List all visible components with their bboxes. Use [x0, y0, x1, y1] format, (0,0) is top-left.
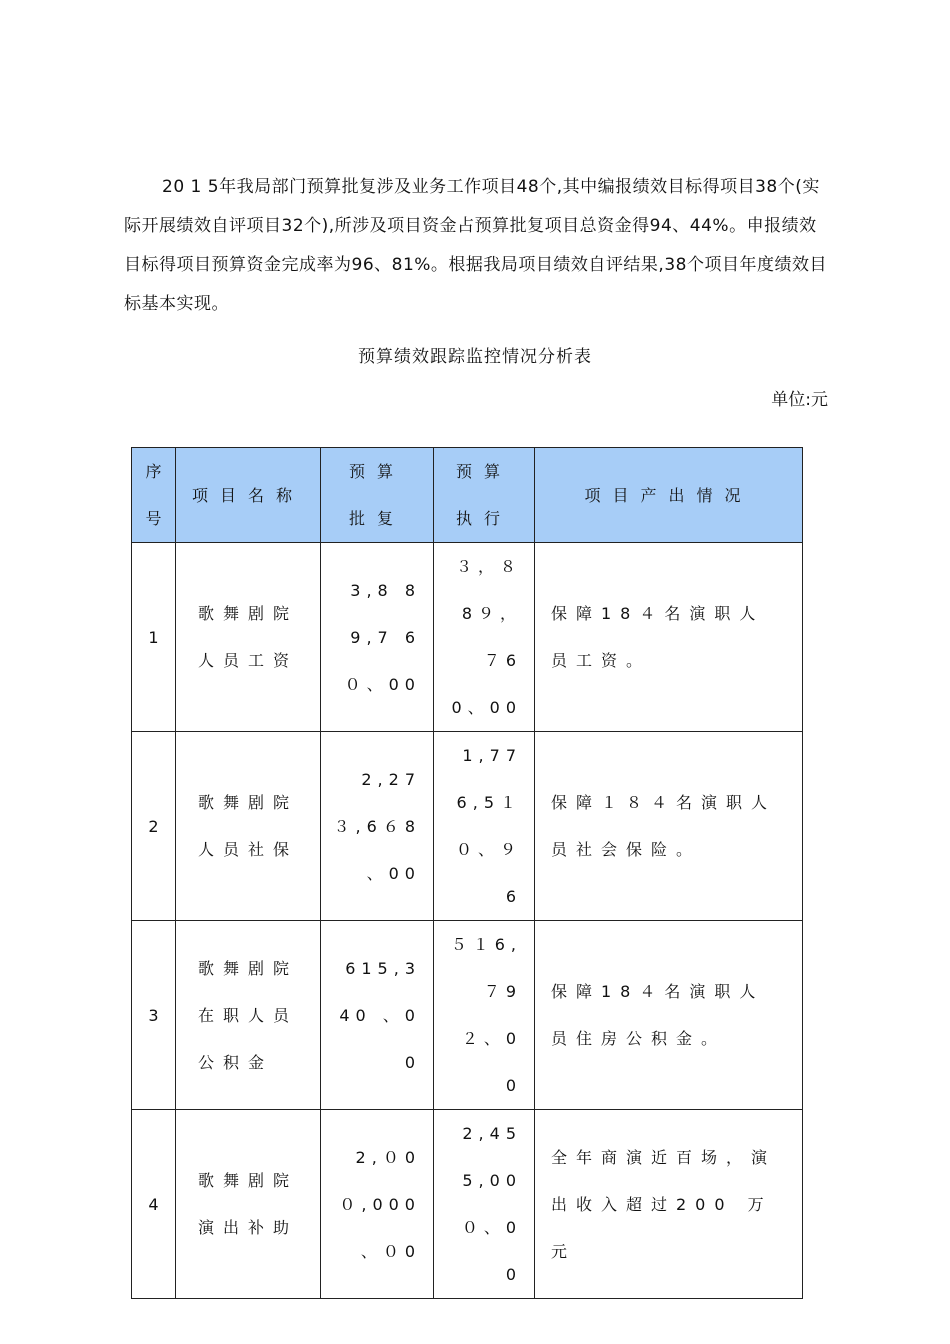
intro-paragraph: 20 1 5年我局部门预算批复涉及业务工作项目48个,其中编报绩效目标得项目38个(实际开展绩效自评项目32个),所涉及项目资金占预算批复项目总资金得94、44%。申报绩效目标得项目预算资金完成率为96、81%。根据我局项目绩效自评结果,38个项目年度绩效目标基本实现。 — [124, 177, 827, 314]
row-output: 保障18４名演职人员工资。 — [535, 543, 803, 732]
header-name: 项目名称 — [176, 448, 321, 543]
unit-label: 单位:元 — [771, 390, 828, 410]
table-row — [132, 543, 803, 732]
table-row — [132, 1110, 803, 1299]
row-seq: 4 — [132, 1110, 176, 1299]
header-seq: 序号 — [132, 448, 176, 543]
budget-performance-table — [131, 447, 803, 1299]
table-title: 预算绩效跟踪监控情况分析表 — [358, 347, 592, 367]
row-name: 歌舞剧院人员工资 — [176, 543, 321, 732]
row-exec: ５１6,７9２、00 — [434, 921, 535, 1110]
row-seq: 2 — [132, 732, 176, 921]
row-budget: 2,０0０,000 、０0 — [321, 1110, 434, 1299]
row-name: 歌舞剧院演出补助 — [176, 1110, 321, 1299]
table-row — [132, 921, 803, 1110]
row-output: 保障18４名演职人员住房公积金。 — [535, 921, 803, 1110]
row-budget: 2,27３,6６8 、00 — [321, 732, 434, 921]
header-exec: 预算执行 — [434, 448, 535, 543]
row-seq: 3 — [132, 921, 176, 1110]
row-name: 歌舞剧院在职人员公积金 — [176, 921, 321, 1110]
row-seq: 1 — [132, 543, 176, 732]
table-row — [132, 732, 803, 921]
row-exec: ３，８8９，７60、00 — [434, 543, 535, 732]
row-budget: 615,340 、00 — [321, 921, 434, 1110]
row-budget: 3,8 89,7 6０、00 — [321, 543, 434, 732]
row-exec: 2,455,00０、00 — [434, 1110, 535, 1299]
row-exec: 1,776,5１０、９6 — [434, 732, 535, 921]
table-header-row — [132, 448, 803, 543]
header-output: 项目产出情况 — [535, 448, 803, 543]
header-budget: 预算批复 — [321, 448, 434, 543]
row-output: 全年商演近百场，演出收入超过200 万元 — [535, 1110, 803, 1299]
row-name: 歌舞剧院人员社保 — [176, 732, 321, 921]
row-output: 保障１８４名演职人员社会保险。 — [535, 732, 803, 921]
